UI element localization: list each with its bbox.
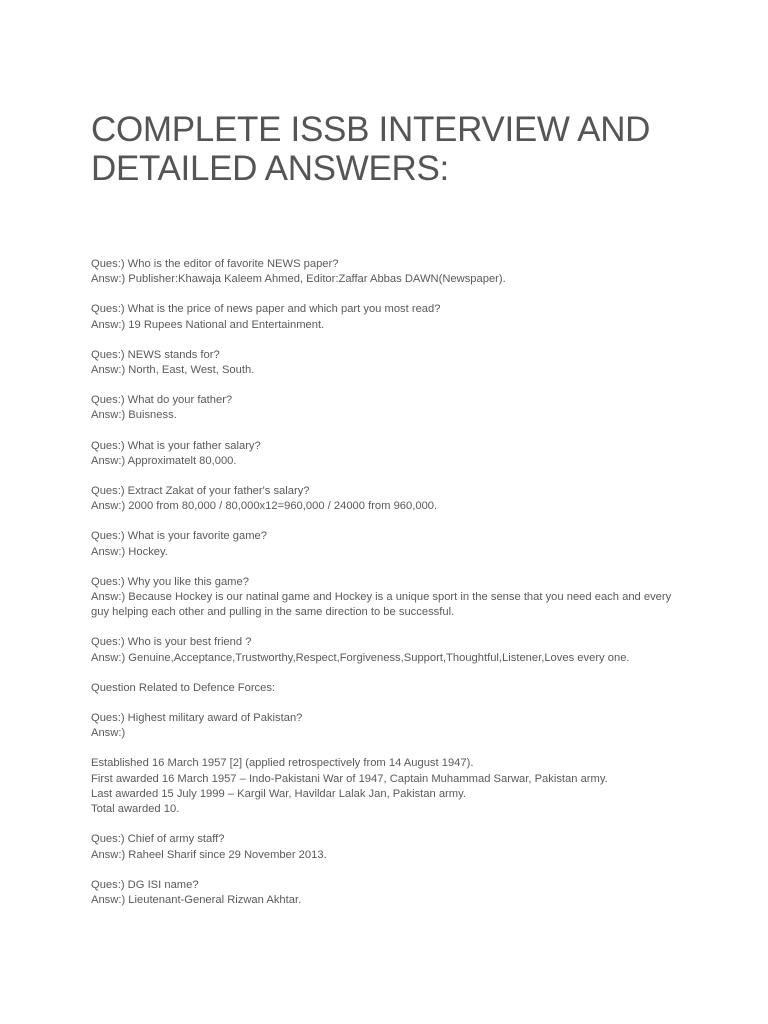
qa-block [91, 878, 721, 909]
answer-line: Answ:) Lieutenant-General Rizwan Akhtar. [91, 893, 302, 906]
question-line: Ques:) Highest military award of Pakistan? [91, 711, 303, 724]
award-detail-line: Total awarded 10. [91, 803, 180, 816]
qa-block [91, 832, 721, 863]
answer-line: Answ:) Approximatelt 80,000. [91, 454, 237, 467]
question-line: Ques:) NEWS stands for? [91, 348, 220, 361]
question-line: Ques:) Chief of army staff? [91, 833, 225, 846]
question-line: Ques:) Why you like this game? [91, 575, 249, 588]
answer-line: Answ:) Because Hockey is our natinal game and Hockey is a unique sport in the sense that you need each and every [91, 591, 672, 604]
answer-line: Answ:) North, East, West, South. [91, 364, 255, 377]
title-line: COMPLETE ISSB INTERVIEW AND [91, 110, 651, 149]
qa-block [91, 529, 721, 560]
answer-line: Answ:) Buisness. [91, 409, 177, 422]
question-line: Ques:) What is the price of news paper and which part you most read? [91, 303, 441, 316]
award-details [91, 756, 721, 817]
question-line: Ques:) What is your father salary? [91, 439, 261, 452]
qa-block [91, 575, 721, 621]
qa-block [91, 635, 721, 666]
answer-line: Answ:) 19 Rupees National and Entertainment. [91, 318, 325, 331]
award-detail-line: Last awarded 15 July 1999 – Kargil War, Havildar Lalak Jan, Pakistan army. [91, 787, 466, 800]
answer-line: guy helping each other and pulling in the same direction to be successful. [91, 606, 455, 619]
answer-line: Answ:) 2000 from 80,000 / 80,000x12=960,000 / 24000 from 960,000. [91, 500, 438, 513]
section-heading-text: Question Related to Defence Forces: [91, 681, 276, 694]
question-line: Ques:) Who is the editor of favorite NEWS paper? [91, 258, 339, 270]
document-body [91, 257, 721, 908]
qa-block [91, 257, 721, 288]
award-detail-line: First awarded 16 March 1957 – Indo-Pakistani War of 1947, Captain Muhammad Sarwar, Pakistan army. [91, 772, 608, 785]
answer-line: Answ:) Hockey. [91, 545, 168, 558]
qa-block [91, 484, 721, 515]
qa-block [91, 348, 721, 379]
answer-line: Answ:) Publisher:Khawaja Kaleem Ahmed, Editor:Zaffar Abbas DAWN(Newspaper). [91, 273, 506, 286]
section-heading [91, 681, 721, 696]
document-title [91, 110, 731, 188]
question-line: Ques:) DG ISI name? [91, 878, 199, 891]
answer-line: Answ:) Raheel Sharif since 29 November 2013. [91, 848, 327, 861]
question-line: Ques:) What is your favorite game? [91, 530, 267, 543]
title-line: DETAILED ANSWERS: [91, 149, 449, 188]
qa-block [91, 393, 721, 424]
question-line: Ques:) Extract Zakat of your father's salary? [91, 484, 310, 497]
qa-block [91, 439, 721, 470]
answer-line: Answ:) Genuine,Acceptance,Trustworthy,Respect,Forgiveness,Support,Thoughtful,Listener,Loves every one. [91, 651, 630, 664]
question-line: Ques:) Who is your best friend ? [91, 636, 252, 649]
qa-block [91, 711, 721, 742]
qa-block [91, 302, 721, 333]
award-detail-line: Established 16 March 1957 [2] (applied retrospectively from 14 August 1947). [91, 757, 474, 770]
answer-line: Answ:) [91, 727, 126, 740]
question-line: Ques:) What do your father? [91, 394, 233, 407]
